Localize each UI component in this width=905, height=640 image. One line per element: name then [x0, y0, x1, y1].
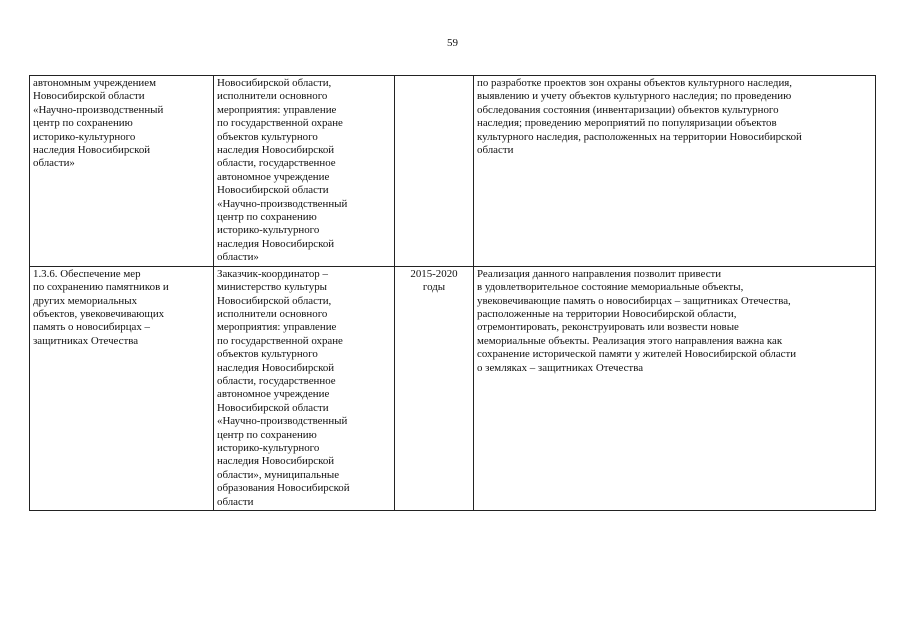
text-line: память о новосибирцах –: [33, 321, 150, 334]
text-line: Реализация данного направления позволит привести: [477, 267, 722, 280]
text-line: по государственной охране: [217, 117, 343, 130]
text-line: автономное учреждение: [217, 388, 330, 401]
text-line: по государственной охране: [217, 334, 343, 347]
text-line: области, государственное: [217, 157, 336, 170]
text-line: годы: [422, 281, 446, 294]
text-line: Новосибирской области: [217, 184, 329, 197]
text-line: Заказчик-координатор –: [217, 267, 328, 280]
text-line: наследия; проведению мероприятий по популяризации объектов: [477, 117, 777, 130]
table-row: [30, 266, 876, 510]
text-line: наследия Новосибирской: [217, 237, 335, 250]
cell-result: [474, 266, 876, 510]
text-line: центр по сохранению: [217, 428, 317, 441]
cell-executors: [214, 266, 395, 510]
text-line: области»: [33, 157, 75, 170]
text-line: мемориальные объекты. Реализация этого направления важна как: [477, 334, 783, 347]
text-line: 2015-2020: [410, 267, 458, 280]
text-line: области»: [217, 251, 259, 264]
text-line: области, государственное: [217, 374, 336, 387]
text-line: сохранение исторической памяти у жителей Новосибирской области: [477, 348, 797, 361]
text-line: исполнители основного: [217, 307, 328, 320]
text-line: министерство культуры: [217, 281, 327, 294]
text-line: наследия Новосибирской: [217, 144, 335, 157]
text-line: в удовлетворительное состояние мемориальные объекты,: [477, 281, 744, 294]
text-line: о земляках – защитниках Отечества: [477, 361, 644, 374]
text-line: историко-культурного: [33, 130, 136, 143]
text-line: культурного наследия, расположенных на территории Новосибирской: [477, 130, 802, 143]
text-line: по сохранению памятников и: [33, 281, 169, 294]
text-line: «Научно-производственный: [33, 103, 164, 116]
text-line: автономным учреждением: [33, 77, 156, 89]
table-row: [30, 76, 876, 267]
text-line: по разработке проектов зон охраны объектов культурного наследия,: [477, 77, 793, 89]
text-line: отремонтировать, реконструировать или возвести новые: [477, 321, 739, 334]
text-line: исполнители основного: [217, 90, 328, 103]
cell-period: [395, 76, 474, 267]
text-line: объектов, увековечивающих: [33, 307, 165, 320]
text-line: наследия Новосибирской: [217, 455, 335, 468]
text-line: центр по сохранению: [33, 117, 133, 130]
cell-measure: [30, 266, 214, 510]
program-table: [29, 75, 876, 511]
text-line: других мемориальных: [33, 294, 138, 307]
text-line: наследия Новосибирской: [217, 361, 335, 374]
text-line: историко-культурного: [217, 224, 320, 237]
text-line: области», муниципальные: [217, 468, 340, 481]
cell-result: [474, 76, 876, 267]
text-line: образования Новосибирской: [217, 482, 350, 495]
text-line: мероприятия: управление: [217, 103, 337, 116]
text-line: обследования состояния (инвентаризации) объектов культурного: [477, 103, 779, 116]
cell-measure: [30, 76, 214, 267]
text-line: мероприятия: управление: [217, 321, 337, 334]
text-line: наследия Новосибирской: [33, 144, 151, 157]
page-number: 59: [447, 37, 458, 49]
text-line: «Научно-производственный: [217, 415, 348, 428]
text-line: 1.3.6. Обеспечение мер: [33, 267, 141, 280]
cell-period: [395, 266, 474, 510]
text-line: области: [477, 144, 514, 157]
text-line: области: [217, 495, 254, 508]
text-line: защитниках Отечества: [33, 334, 139, 347]
text-line: увековечивающие память о новосибирцах – защитниках Отечества,: [477, 294, 791, 307]
text-line: объектов культурного: [217, 130, 318, 143]
text-line: центр по сохранению: [217, 211, 317, 224]
cell-executors: [214, 76, 395, 267]
text-line: Новосибирской области: [33, 90, 145, 103]
text-line: Новосибирской области: [217, 401, 329, 414]
text-line: Новосибирской области,: [217, 294, 332, 307]
text-line: автономное учреждение: [217, 170, 330, 183]
text-line: «Научно-производственный: [217, 197, 348, 210]
text-line: расположенные на территории Новосибирской области,: [477, 307, 737, 320]
text-line: историко-культурного: [217, 441, 320, 454]
text-line: выявлению и учету объектов культурного наследия; по проведению: [477, 90, 792, 103]
text-line: объектов культурного: [217, 348, 318, 361]
text-line: Новосибирской области,: [217, 77, 332, 89]
